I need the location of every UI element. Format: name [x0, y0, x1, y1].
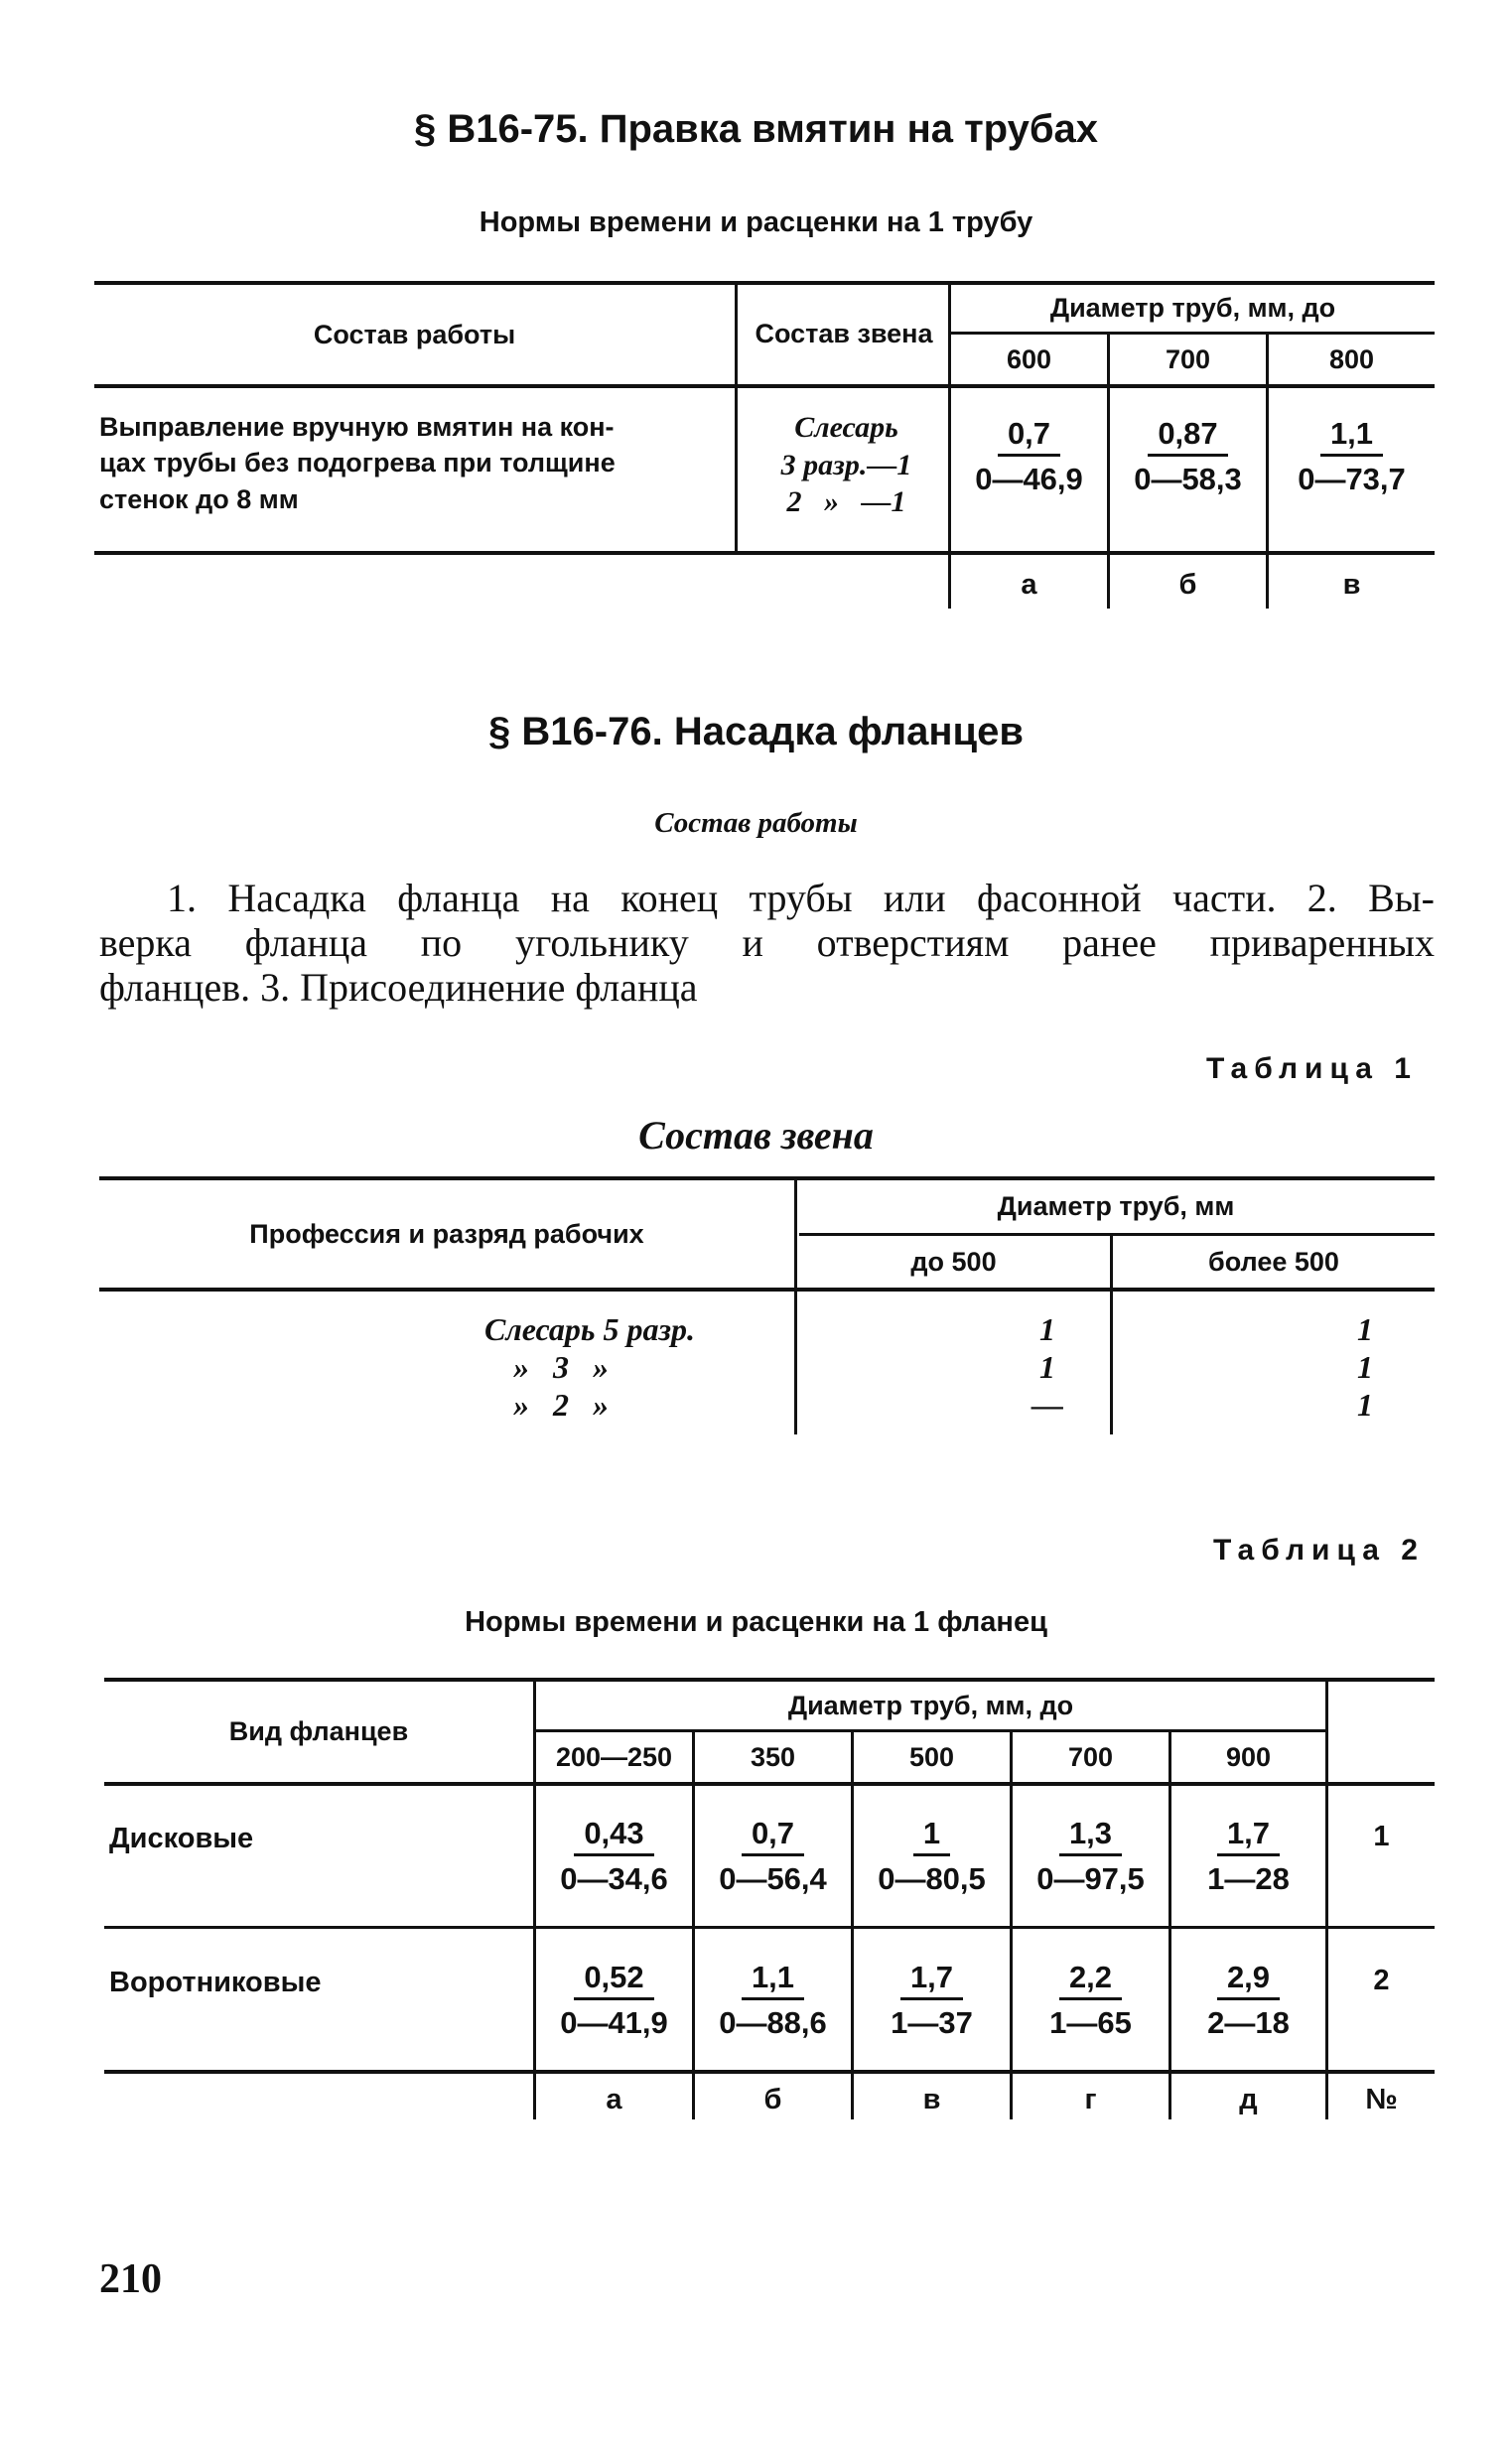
table-rule [104, 1782, 1435, 1786]
price-value: 0—88,6 [719, 2004, 827, 2040]
header-size-700: 700 [1165, 343, 1211, 374]
value-cell [951, 407, 1107, 506]
header-over-500: более 500 [1208, 1246, 1339, 1277]
value-cell [854, 1951, 1010, 2050]
count-cell: 1 [1357, 1387, 1373, 1423]
column-letter: в [1342, 568, 1361, 601]
work-description [99, 409, 735, 517]
value-cell [1013, 1807, 1168, 1906]
value-cell [1269, 407, 1435, 506]
norm-value: 1,1 [742, 1961, 804, 1999]
price-value: 2—18 [1207, 2004, 1290, 2040]
table2-label: Таблица 2 [1212, 1534, 1425, 1567]
header-crew: Состав звена [755, 319, 933, 349]
price-value: 1—37 [891, 2004, 973, 2040]
section1-subtitle: Нормы времени и расценки на 1 трубу [479, 206, 1033, 238]
crew-line: 2 » —1 [786, 485, 906, 518]
table-rule [692, 1729, 695, 2119]
flange-type-cell: Дисковые [109, 1823, 254, 1854]
price-value: 0—97,5 [1036, 1860, 1145, 1896]
norm-value: 1 [913, 1817, 950, 1855]
table-rule [735, 281, 738, 551]
table-rule [1010, 1729, 1013, 2119]
column-letter: № [1365, 2083, 1398, 2115]
header-size-800: 800 [1328, 343, 1375, 374]
value-cell [536, 1951, 692, 2050]
count-cell: 1 [1039, 1349, 1055, 1385]
norm-value: 2,9 [1217, 1961, 1280, 1999]
table1-label: Таблица 1 [1205, 1052, 1418, 1085]
profession-cell: Слесарь 5 разр. [483, 1311, 695, 1347]
header-size: 500 [908, 1741, 955, 1772]
column-letter: в [922, 2083, 941, 2115]
profession-cell: » 2 » [513, 1387, 609, 1423]
paragraph-line: верка фланца по угольнику и отверстиям ранее приваренных [99, 919, 1435, 965]
value-cell [695, 1951, 851, 2050]
count-cell: 1 [1357, 1311, 1373, 1347]
table1-caption: Состав звена [638, 1113, 874, 1158]
work-line: Выправление вручную вмятин на кон- [99, 412, 615, 442]
price-value: 0—80,5 [878, 1860, 986, 1896]
price-value: 0—73,7 [1298, 461, 1406, 496]
norm-value: 0,7 [742, 1817, 804, 1855]
header-flange-type: Вид фланцев [228, 1716, 409, 1746]
value-cell [695, 1807, 851, 1906]
header-profession: Профессия и разряд рабочих [249, 1218, 644, 1249]
column-letter: б [763, 2083, 782, 2115]
row-number: 1 [1373, 1820, 1390, 1852]
table-rule [94, 551, 1435, 555]
work-line: цах трубы без подогрева при толщине [99, 448, 616, 478]
table-rule [94, 384, 1435, 388]
header-diameter: Диаметр труб, мм, до [1049, 293, 1336, 323]
norm-value: 1,1 [1320, 417, 1383, 456]
work-heading: Состав работы [654, 807, 858, 839]
table-rule [1325, 1678, 1328, 2119]
value-cell [1110, 407, 1266, 506]
count-cell: 1 [1039, 1311, 1055, 1347]
header-size-600: 600 [1006, 343, 1052, 374]
crew-line: Слесарь [794, 411, 898, 444]
header-size: 200—250 [555, 1741, 673, 1772]
paragraph-line: фланцев. 3. Присоединение фланца [99, 964, 698, 1010]
column-letter: б [1178, 568, 1197, 601]
price-value: 0—56,4 [719, 1860, 827, 1896]
value-cell [1171, 1807, 1325, 1906]
crew-description [755, 409, 938, 521]
table-rule [851, 1729, 854, 2119]
profession-cell: » 3 » [513, 1349, 609, 1385]
header-diameter: Диаметр труб, мм, до [787, 1690, 1074, 1720]
column-letter: а [606, 2083, 622, 2115]
column-letter: д [1239, 2083, 1258, 2115]
norm-value: 0,7 [998, 417, 1060, 456]
paragraph-line: 1. Насадка фланца на конец трубы или фасонной части. 2. Вы- [167, 876, 1435, 920]
norm-value: 1,7 [900, 1961, 963, 1999]
norm-value: 0,87 [1148, 417, 1227, 456]
flange-type-cell: Воротниковые [109, 1967, 322, 1998]
norm-value: 0,52 [574, 1961, 653, 1999]
page-number: 210 [99, 2256, 162, 2302]
header-size: 350 [750, 1741, 796, 1772]
header-diameter: Диаметр труб, мм [997, 1191, 1235, 1221]
table2-caption: Нормы времени и расценки на 1 фланец [465, 1606, 1047, 1638]
price-value: 0—46,9 [975, 461, 1083, 496]
header-size: 700 [1067, 1741, 1114, 1772]
value-cell [1013, 1951, 1168, 2050]
table-rule [99, 1288, 1435, 1292]
table-row [99, 1310, 1435, 1430]
norm-value: 0,43 [574, 1817, 653, 1855]
row-number: 2 [1373, 1964, 1390, 1996]
norm-value: 1,7 [1217, 1817, 1280, 1855]
norm-value: 2,2 [1059, 1961, 1122, 1999]
header-size: 900 [1225, 1741, 1272, 1772]
crew-line: 3 разр.—1 [780, 448, 912, 481]
table-rule [1168, 1729, 1171, 2119]
price-value: 1—65 [1049, 2004, 1132, 2040]
price-value: 0—34,6 [560, 1860, 668, 1896]
section1-title: § В16-75. Правка вмятин на трубах [413, 107, 1099, 151]
value-cell [1171, 1951, 1325, 2050]
price-value: 0—41,9 [560, 2004, 668, 2040]
value-cell [854, 1807, 1010, 1906]
header-work: Состав работы [313, 319, 516, 349]
count-cell: — [1031, 1387, 1063, 1423]
value-cell [536, 1807, 692, 1906]
table-rule [104, 1926, 1435, 1929]
count-cell: 1 [1357, 1349, 1373, 1385]
work-line: стенок до 8 мм [99, 483, 299, 514]
column-letter: а [1021, 568, 1037, 601]
price-value: 0—58,3 [1134, 461, 1242, 496]
norm-value: 1,3 [1059, 1817, 1122, 1855]
table-rule [104, 2070, 1435, 2074]
price-value: 1—28 [1207, 1860, 1290, 1896]
header-upto-500: до 500 [910, 1246, 997, 1277]
work-paragraph [99, 877, 1435, 1010]
column-letter: г [1084, 2083, 1097, 2115]
section2-title: § В16-76. Насадка фланцев [488, 710, 1024, 753]
